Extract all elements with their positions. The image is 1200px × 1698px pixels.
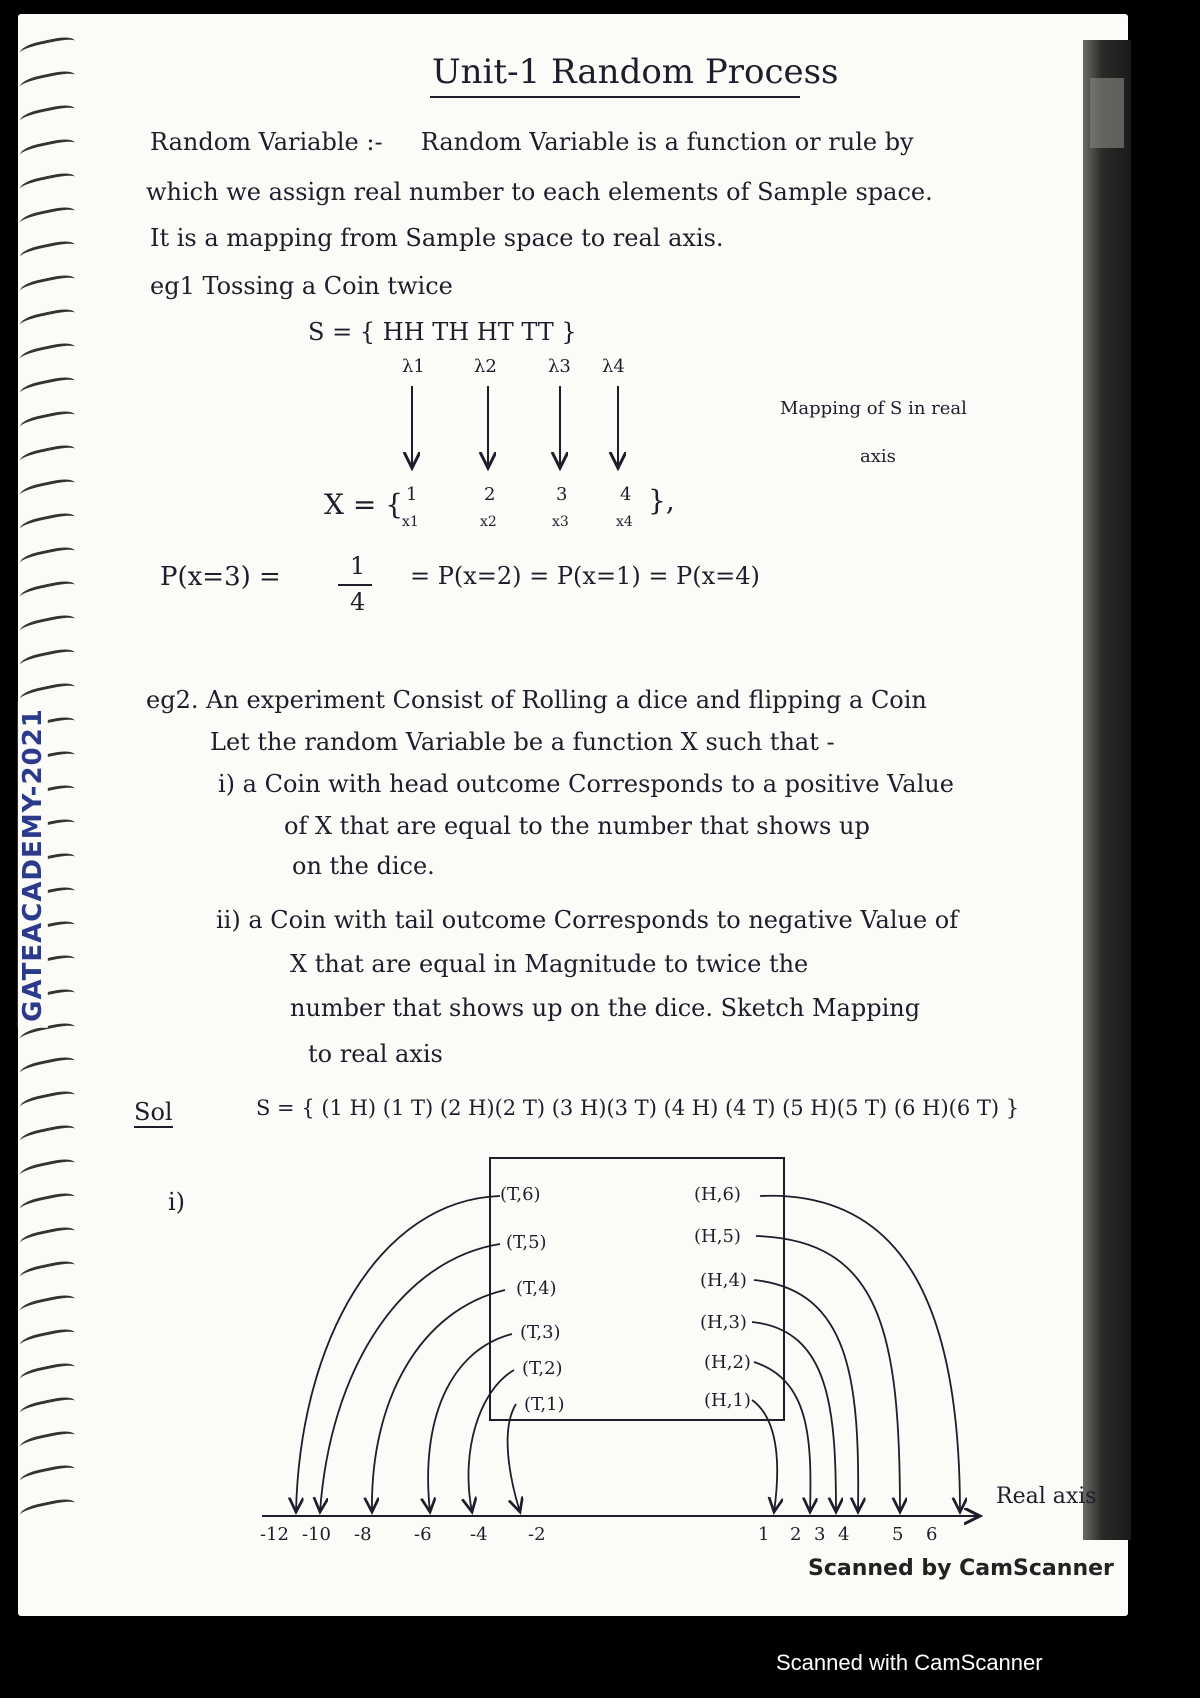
x-sub-4: x4: [616, 514, 633, 530]
x-value-3: 3: [556, 484, 568, 505]
example2-line-8: number that shows up on the dice. Sketch Mapping: [290, 994, 921, 1022]
example2-line-1: eg2. An experiment Consist of Rolling a dice and flipping a Coin: [146, 686, 927, 714]
page-title: Unit-1 Random Process: [432, 52, 839, 92]
head-outcome-1: (H,6): [694, 1184, 741, 1205]
example2-line-9: to real axis: [308, 1040, 443, 1068]
definition-line-2: which we assign real number to each elements of Sample space.: [146, 178, 933, 206]
example2-line-2: Let the random Variable be a function X such that -: [210, 728, 835, 756]
head-outcome-4: (H,3): [700, 1312, 747, 1333]
mapping-note-line-1: Mapping of S in real: [780, 398, 967, 419]
scanned-with-label: Scanned with CamScanner: [776, 1650, 1043, 1675]
definition-line-1: Random Variable is a function or rule by: [420, 128, 914, 156]
arrow-h1: [752, 1400, 777, 1512]
x-sub-1: x1: [402, 514, 419, 530]
x-set-open: X = {: [324, 488, 404, 521]
x-value-1: 1: [406, 484, 418, 505]
head-outcome-2: (H,5): [694, 1226, 741, 1247]
tick-neg-8: -8: [354, 1524, 372, 1545]
arrow-h6: [760, 1196, 960, 1512]
example2-line-6: ii) a Coin with tail outcome Corresponds to negative Value of: [216, 906, 959, 934]
mapping-note-line-2: axis: [860, 446, 896, 467]
arrow-h3: [752, 1322, 836, 1512]
solution-label: Sol: [134, 1098, 173, 1126]
arrow-t5: [320, 1244, 500, 1512]
lambda-3: λ3: [548, 356, 571, 377]
prob-numerator: 1: [350, 552, 366, 580]
example2-line-4: of X that are equal to the number that shows up: [284, 812, 870, 840]
definition-line-3: It is a mapping from Sample space to real axis.: [150, 224, 724, 252]
scanned-by-label: Scanned by CamScanner: [808, 1556, 1114, 1581]
solution-part-label: i): [168, 1188, 186, 1216]
tick-pos-1: 1: [758, 1524, 770, 1545]
tail-outcome-1: (T,6): [500, 1184, 541, 1205]
watermark-text: GATEACADEMY-2021: [18, 702, 48, 1028]
example2-line-7: X that are equal in Magnitude to twice the: [290, 950, 809, 978]
prob-lhs: P(x=3) =: [160, 562, 281, 592]
definition-term: Random Variable :-: [150, 128, 383, 156]
real-axis-label: Real axis: [996, 1484, 1097, 1509]
x-set-close: },: [648, 484, 675, 517]
lambda-2: λ2: [474, 356, 497, 377]
tick-pos-5: 5: [892, 1524, 904, 1545]
lambda-1: λ1: [402, 356, 425, 377]
x-value-2: 2: [484, 484, 496, 505]
head-outcome-3: (H,4): [700, 1270, 747, 1291]
tick-neg-2: -2: [528, 1524, 546, 1545]
tail-outcome-3: (T,4): [516, 1278, 557, 1299]
tick-neg-12: -12: [260, 1524, 289, 1545]
lambda-4: λ4: [602, 356, 625, 377]
example2-line-3: i) a Coin with head outcome Corresponds to a positive Value: [218, 770, 954, 798]
prob-rhs: = P(x=2) = P(x=1) = P(x=4): [410, 562, 760, 590]
tail-outcome-4: (T,3): [520, 1322, 561, 1343]
tick-pos-3: 3: [814, 1524, 826, 1545]
tick-neg-4: -4: [470, 1524, 488, 1545]
tick-pos-6: 6: [926, 1524, 938, 1545]
prob-denominator: 4: [350, 588, 366, 616]
x-value-4: 4: [620, 484, 632, 505]
example1-sample-space: S = { HH TH HT TT }: [308, 318, 577, 346]
solution-sample-space: S = { (1 H) (1 T) (2 H)(2 T) (3 H)(3 T) (4 H) (4 T) (5 H)(5 T) (6 H)(6 T) }: [256, 1096, 1020, 1120]
example2-line-5: on the dice.: [292, 852, 435, 880]
tail-outcome-2: (T,5): [506, 1232, 547, 1253]
tick-neg-6: -6: [414, 1524, 432, 1545]
x-sub-3: x3: [552, 514, 569, 530]
arrow-t3: [428, 1334, 512, 1512]
x-sub-2: x2: [480, 514, 497, 530]
arrow-h4: [754, 1280, 858, 1512]
tail-outcome-5: (T,2): [522, 1358, 563, 1379]
tail-outcome-6: (T,1): [524, 1394, 565, 1415]
arrow-h2: [754, 1362, 810, 1512]
tick-pos-4: 4: [838, 1524, 850, 1545]
head-outcome-6: (H,1): [704, 1390, 751, 1411]
head-outcome-5: (H,2): [704, 1352, 751, 1373]
tick-pos-2: 2: [790, 1524, 802, 1545]
tick-neg-10: -10: [302, 1524, 331, 1545]
example1-label: eg1 Tossing a Coin twice: [150, 272, 453, 300]
